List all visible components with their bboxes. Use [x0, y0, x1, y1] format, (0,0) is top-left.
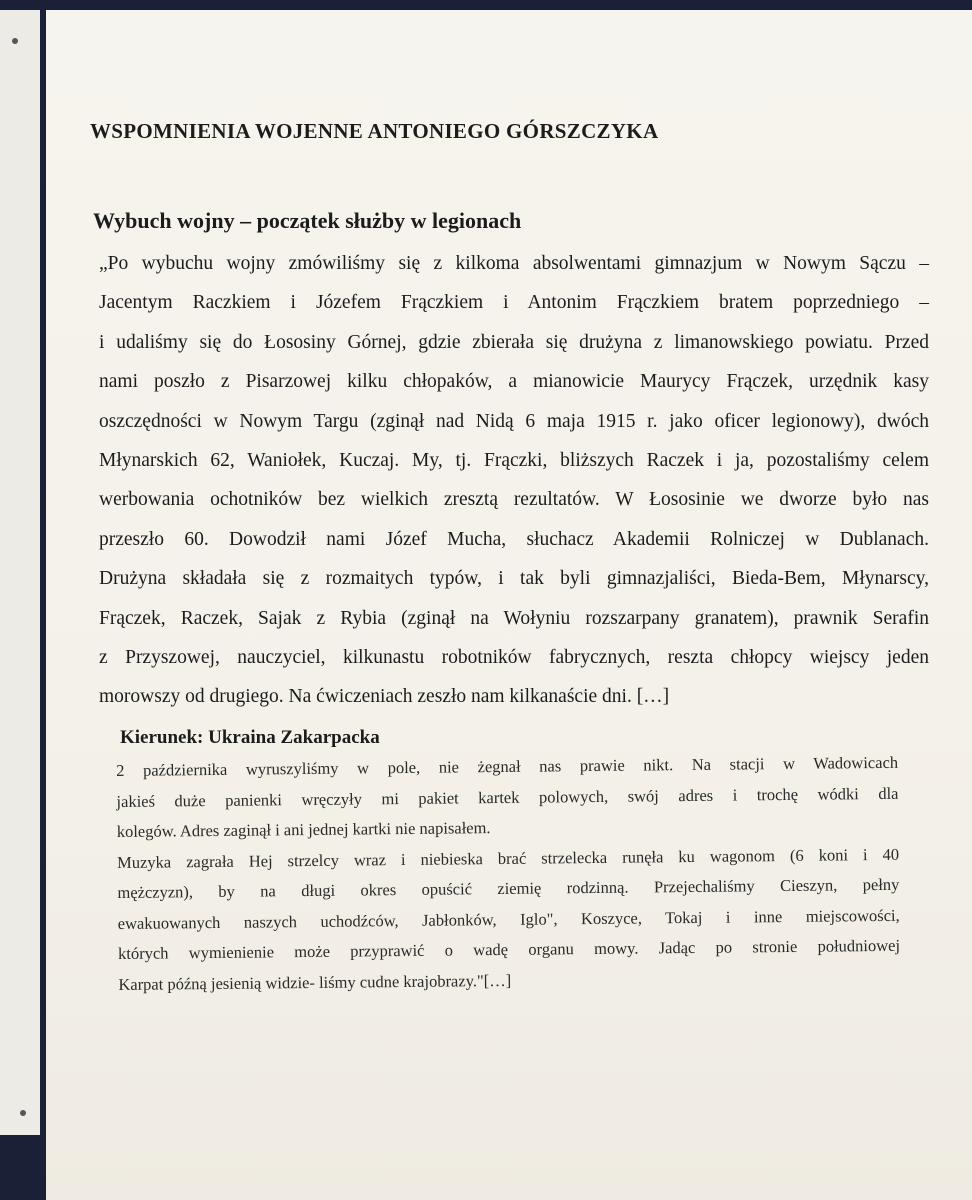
text-line: Młynarskich 62, Waniołek, Kuczaj. My, tj. Frączki, bliższych Raczek i ja, pozostaliśmy celem — [99, 449, 929, 471]
text-line: i udaliśmy się do Łososiny Górnej, gdzie zbierała się drużyna z limanowskiego powiatu. Przed — [99, 331, 929, 353]
text-line: „Po wybuchu wojny zmówiliśmy się z kilkoma absolwentami gimnazjum w Nowym Sączu – — [99, 253, 929, 274]
text-line: kolegów. Adres zaginął i ani jednej kartki nie napisałem. — [116, 818, 491, 841]
text-line: Frączek, Raczek, Sajak z Rybia (zginął na Wołyniu rozszarpany granatem), prawnik Serafin — [99, 607, 929, 629]
pin-icon — [12, 38, 18, 44]
text-line: werbowania ochotników bez wielkich zresztą rezultatów. W Łososinie we dworze było nas — [99, 489, 929, 511]
document-title: WSPOMNIENIA WOJENNE ANTONIEGO GÓRSZCZYKA — [90, 119, 659, 143]
text-line: jakieś duże panienki wręczyły mi pakiet kartek polowych, swój adres i trochę wódki dla — [116, 783, 899, 811]
section-heading-war-outbreak: Wybuch wojny – początek służby w legionach — [93, 208, 522, 233]
text-line: nami poszło z Pisarzowej kilku chłopaków, a mianowicie Maurycy Frączek, urzędnik kasy — [99, 371, 929, 393]
text-line: ewakuowanych naszych uchodźców, Jabłonków, Iglo", Koszyce, Tokaj i inne miejscowości, — [117, 905, 900, 933]
text-line: Muzyka zagrała Hej strzelcy wraz i niebieska brać strzelecka runęła ku wagonom (6 koni i 40 — [117, 844, 900, 872]
text-line: Jacentym Raczkiem i Józefem Frączkiem i Antonim Frączkiem bratem poprzedniego – — [99, 292, 929, 314]
section-heading-zakarpacka: Kierunek: Ukraina Zakarpacka — [120, 727, 380, 748]
adjacent-sheet — [0, 10, 40, 1135]
text-line: mężczyzn), by na długi okres opuścić ziemię rodzinną. Przejechaliśmy Cieszyn, pełny — [117, 874, 900, 902]
text-line: Karpat późną jesienią widzie- liśmy cudne krajobrazy."[…] — [118, 970, 512, 994]
text-line: których wymienienie może przyprawić o wadę organu mowy. Jadąc po stronie południowej — [117, 935, 901, 963]
text-line: Drużyna składała się z rozmaitych typów, i tak byli gimnazjaliści, Bieda-Bem, Młynarscy, — [99, 568, 929, 590]
section-body-war-outbreak — [99, 244, 929, 717]
text-line: morowszy od drugiego. Na ćwiczeniach zeszło nam kilkanaście dni. […] — [99, 686, 670, 708]
pin-icon — [20, 1110, 26, 1116]
text-line: oszczędności w Nowym Targu (zginął nad Nidą 6 maja 1915 r. jako oficer legionowy), dwóch — [99, 410, 929, 432]
text-line: z Przyszowej, nauczyciel, kilkunastu robotników fabrycznych, reszta chłopcy wiejscy jeden — [99, 646, 929, 668]
section-body-zakarpacka — [116, 748, 901, 1000]
text-line: przeszło 60. Dowodził nami Józef Mucha, słuchacz Akademii Rolniczej w Dublanach. — [99, 528, 929, 550]
text-line: 2 października wyruszyliśmy w pole, nie żegnał nas prawie nikt. Na stacji w Wadowicach — [116, 752, 899, 780]
